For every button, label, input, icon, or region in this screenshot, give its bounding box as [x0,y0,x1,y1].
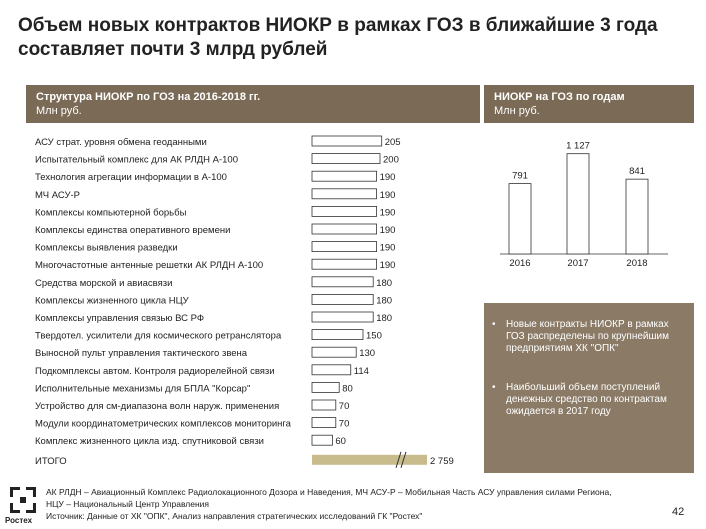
category-label: МЧ АСУ-Р [35,189,80,201]
footnote-ncu: НЦУ – Национальный Центр Управления [46,499,210,509]
bar [312,189,377,199]
category-label: Технология агрегации информации в А-100 [35,172,227,184]
value-label: 80 [342,383,353,395]
category-label: Исполнительные механизмы для БПЛА "Корсар" [35,383,251,395]
category-label: Модули координатометрических комплексов мониторинга [35,418,291,430]
total-label: ИТОГО [35,455,67,467]
bar [312,400,336,410]
value-label: 180 [376,295,393,307]
right-panel-subtitle: Млн руб. [494,105,540,117]
value-label: 130 [359,348,376,360]
year-tick-label: 2017 [567,258,589,269]
page-number: 42 [672,506,685,518]
year-value-label: 841 [629,166,645,178]
footnote-abbreviations: АК РЛДН – Авиационный Комплекс Радиолокационного Дозора и Наведения, МЧ АСУ-Р – Мобильная Часть АСУ управления силами Региона, [46,487,612,497]
bar [312,242,377,252]
value-label: 150 [366,330,382,342]
bar [312,277,373,287]
value-label: 190 [379,207,396,219]
footnote-source: Источник: Данные от ХК "ОПК", Анализ направления стратегических исследований ГК "Ростех" [46,511,423,521]
bullet-item: • Наибольший объем поступлений денежных средство по контрактам ожидается в 2017 году [492,382,688,418]
year-bar [626,179,648,254]
bar [312,435,332,445]
value-label: 200 [383,154,399,166]
logo-label: Ростех [5,516,33,525]
year-value-label: 1 127 [566,140,590,152]
bar [312,347,356,357]
bar [312,382,339,392]
value-label: 190 [379,189,396,201]
category-label: Средства морской и авиасвязи [35,277,173,289]
value-label: 190 [379,225,396,236]
bar [312,224,377,234]
bar [312,259,377,269]
bullet-item: • Новые контракты НИОКР в рамках ГОЗ распределены по крупнейшим предприятиям ХК "ОПК" [492,319,688,355]
value-label: 180 [376,277,393,289]
bar [312,330,363,340]
bar [312,418,336,428]
bullets-panel [484,303,694,473]
left-panel-subtitle: Млн руб. [36,105,82,117]
year-bar [509,184,531,254]
category-label: Выносной пульт управления тактического звена [35,348,248,360]
bar [312,206,377,216]
category-label: Твердотел. усилители для космического ретранслятора [35,330,282,342]
value-label: 70 [338,418,350,430]
bar [312,312,373,322]
slide-title: Объем новых контрактов НИОКР в рамках ГОЗ в ближайшие 3 года составляет почти 3 млрд рублей [18,15,658,60]
right-panel-title: НИОКР на ГОЗ по годам [494,91,625,103]
year-value-label: 791 [512,170,528,182]
category-label: Устройство для см-диапазона волн наруж. применения [35,401,280,412]
total-bar [312,455,427,465]
category-label: Комплексы жизненного цикла НЦУ [35,295,189,307]
value-label: 190 [379,260,396,272]
bar [312,136,382,146]
category-label: Комплексы выявления разведки [35,242,178,254]
value-label: 60 [335,436,346,448]
bar [312,294,373,304]
bar [312,154,380,164]
year-tick-label: 2018 [626,258,648,269]
bar [312,171,377,181]
left-panel-title: Структура НИОКР по ГОЗ на 2016-2018 гг. [36,91,261,103]
category-label: Подкомплексы автом. Контроля радиорелейной связи [35,365,275,377]
value-label: 114 [353,365,369,377]
category-label: Комплексы управления связью ВС РФ [35,313,205,324]
year-bar [567,154,589,254]
category-label: Испытательный комплекс для АК РЛДН А-100 [35,154,238,166]
category-label: Комплекс жизненного цикла изд. спутниковой связи [35,436,264,448]
category-label: Многочастотные антенные решетки АК РЛДН А-100 [35,260,264,272]
value-label: 180 [376,313,393,324]
value-label: 70 [338,401,350,412]
bullet-text: Наибольший объем поступлений денежных средство по контрактам ожидается в 2017 году [506,382,667,417]
category-label: АСУ страт. уровня обмена геоданными [35,137,207,148]
year-tick-label: 2016 [509,258,531,269]
bullet-text: Новые контракты НИОКР в рамках ГОЗ распределены по крупнейшим предприятиям ХК "ОПК" [506,319,669,354]
total-value-label: 2 759 [430,455,454,467]
bar [312,365,351,375]
rostec-logo-icon [8,485,38,515]
value-label: 190 [379,242,396,254]
value-label: 190 [379,172,396,184]
category-label: Комплексы единства оперативного времени [35,225,231,236]
value-label: 205 [384,137,401,148]
category-label: Комплексы компьютерной борьбы [35,207,187,219]
